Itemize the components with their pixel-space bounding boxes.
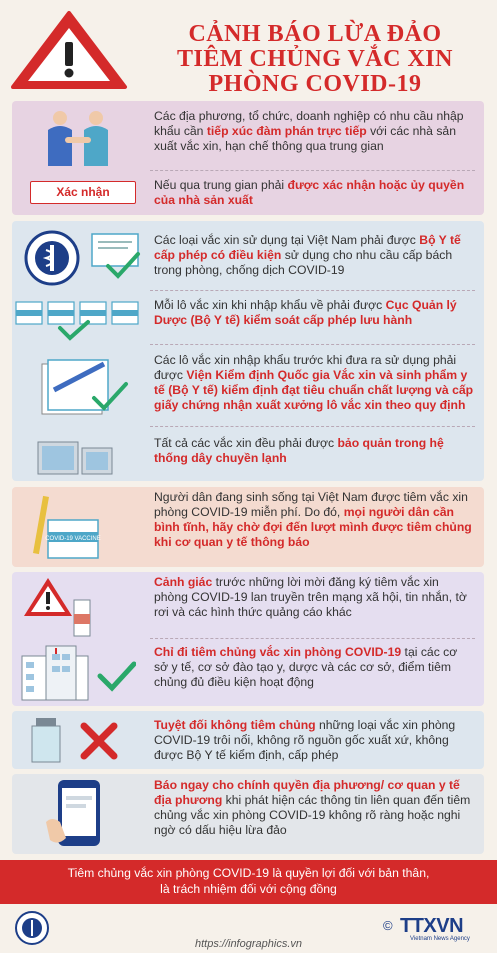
handshake-icon xyxy=(38,108,118,168)
item-9-text xyxy=(154,645,474,690)
item-1-highlight: tiếp xúc đàm phán trực tiếp xyxy=(206,124,367,138)
item-3-post: sử dụng cho nhu cầu cấp bách trong phòng, chống dịch COVID-19 xyxy=(154,248,453,277)
item-8-highlight: Cảnh giác xyxy=(154,575,213,589)
vaccine-box-label: COVID-19 VACCINE xyxy=(45,536,101,542)
item-7-highlight: mọi người dân cần bình tĩnh, hãy chờ đợi đến lượt mình được tiêm chủng khi cơ quan y tế thông báo xyxy=(154,505,472,549)
cold-storage-icon xyxy=(36,434,116,476)
item-2-pre: Nếu qua trung gian phải xyxy=(154,178,288,192)
caution-vial-icon xyxy=(22,576,102,640)
copyright-icon: © xyxy=(383,918,393,933)
footer-line-2: là trách nhiệm đối với cộng đồng xyxy=(160,882,337,896)
item-7-pre: Người dân đang sinh sống tại Việt Nam được tiêm vắc xin phòng COVID-19 miễn phí. Do đó, xyxy=(154,490,468,519)
page-title xyxy=(140,22,490,97)
item-4-pre: Mỗi lô vắc xin khi nhập khẩu về phải được xyxy=(154,298,386,312)
item-10-highlight: Tuyệt đối không tiêm chủng xyxy=(154,718,316,732)
item-7-text xyxy=(154,490,474,550)
title-line-1: CẢNH BÁO LỪA ĐẢO xyxy=(188,21,442,47)
item-5-pre: Các lô vắc xin nhập khẩu trước khi đưa ra sử dụng phải được xyxy=(154,353,457,382)
syringe-vaccine-box-icon xyxy=(28,492,104,562)
confirm-tag: Xác nhận xyxy=(30,181,136,204)
website-link[interactable]: https://infographics.vn xyxy=(194,938,302,950)
footer-message xyxy=(0,860,497,904)
ttxvn-logo: TTXVN xyxy=(400,915,464,937)
item-2-highlight: được xác nhận hoặc ủy quyền của nhà sản xuất xyxy=(154,178,465,207)
divider xyxy=(150,290,475,291)
vial-cross-icon xyxy=(28,714,132,766)
item-6-highlight: bảo quản trong hệ thống dây chuyền lạnh xyxy=(154,436,444,465)
phone-icon xyxy=(44,778,114,850)
item-9-post: tại các cơ sở y tế, cơ sở đào tạo y, dược và các cơ sở, điểm tiêm chủng đủ điều kiện hoạt động xyxy=(154,645,458,689)
certificate-check-icon xyxy=(90,232,142,280)
item-4-highlight: Cục Quản lý Dược (Bộ Y tế) kiểm soát cấp phép lưu hành xyxy=(154,298,457,327)
item-1-post: với các nhà sản xuất vắc xin, hạn chế thông qua trung gian xyxy=(154,124,456,153)
warning-triangle-icon xyxy=(10,10,128,90)
item-3-pre: Các loại vắc xin sử dụng tại Việt Nam phải được xyxy=(154,233,420,247)
item-5-text xyxy=(154,353,474,413)
inspection-document-icon xyxy=(34,356,130,418)
item-11-post: khi phát hiện các thông tin liên quan đến tiêm chủng vắc xin phòng COVID-19 không rõ ràng hoặc nghi ngờ có dấu hiệu lừa đảo xyxy=(154,793,471,837)
item-1-pre: Các địa phương, tổ chức, doanh nghiệp có nhu cầu nhập khẩu cần xyxy=(154,109,464,138)
hospital-check-icon xyxy=(16,642,136,702)
divider xyxy=(150,426,475,427)
item-3-highlight: Bộ Y tế cấp phép có điều kiện xyxy=(154,233,461,262)
item-4-text xyxy=(154,298,474,328)
item-6-text xyxy=(154,436,474,466)
title-line-2: TIÊM CHỦNG VẮC XIN xyxy=(177,46,453,72)
item-2-text xyxy=(154,178,474,208)
item-1-text xyxy=(154,109,474,154)
item-10-post: những loại vắc xin phòng COVID-19 trôi nổi, không rõ nguồn gốc xuất xứ, không được Bộ Y tế kiểm định, cấp phép xyxy=(154,718,456,762)
divider xyxy=(150,638,475,639)
header xyxy=(0,0,497,96)
item-11-text xyxy=(154,778,474,838)
divider xyxy=(150,344,475,345)
item-8-post: trước những lời mời đăng ký tiêm vắc xin phòng COVID-19 lan truyền trên mạng xã hội, tin nhắn, tờ rơi và các hình thức quảng cáo khác xyxy=(154,575,467,619)
vaccine-vials-check-icon xyxy=(14,296,148,342)
divider xyxy=(150,170,475,171)
item-11-highlight: Báo ngay cho chính quyền địa phương/ cơ quan y tế địa phương xyxy=(154,778,460,807)
ministry-of-health-logo xyxy=(18,230,88,286)
item-9-highlight: Chỉ đi tiêm chủng vắc xin phòng COVID-19 xyxy=(154,645,402,659)
item-3-text xyxy=(154,233,474,278)
footer-line-1: Tiêm chủng vắc xin phòng COVID-19 là quyền lợi đối với bản thân, xyxy=(67,866,430,880)
item-5-highlight: Viện Kiểm định Quốc gia Vắc xin và sinh phẩm y tế (Bộ Y tế) kiểm định đạt tiêu chuẩn chất lượng và cấp giấy chứng nhận xuất xưởng lô vắc xin theo quy định xyxy=(154,368,474,412)
item-8-text xyxy=(154,575,474,620)
item-10-text xyxy=(154,718,474,763)
ttxvn-subtitle: Vietnam News Agency xyxy=(410,936,470,942)
item-6-pre: Tất cả các vắc xin đều phải được xyxy=(154,436,338,450)
title-line-3: PHÒNG COVID-19 xyxy=(208,71,422,97)
